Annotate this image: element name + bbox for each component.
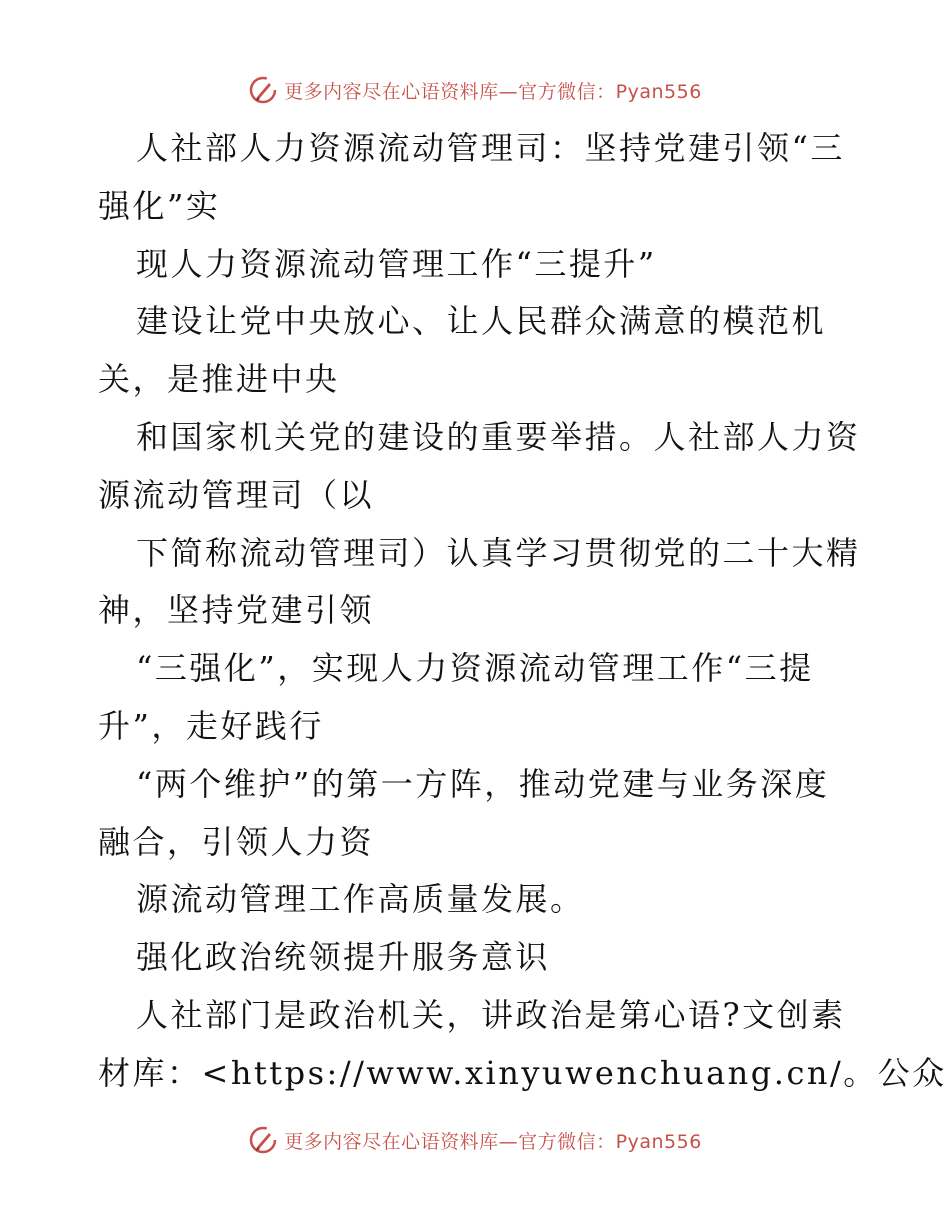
text-line: 升”，走好践行 [98, 706, 324, 745]
text-line: 源流动管理工作高质量发展。 [136, 880, 585, 919]
text-line: 神，坚持党建引领 [98, 591, 375, 630]
footer-watermark [0, 1120, 950, 1160]
text-line: “三强化”，实现人力资源流动管理工作“三提 [136, 649, 814, 688]
text-line: 关，是推进中央 [98, 360, 340, 399]
text-line: 人社部人力资源流动管理司：坚持党建引领“三 [136, 129, 845, 167]
text-line: 融合，引领人力资 [98, 822, 375, 861]
text-line: 强化”实 [98, 186, 221, 225]
text-line: 现人力资源流动管理工作“三提升” [136, 244, 657, 283]
text-line: “两个维护”的第一方阵，推动党建与业务深度 [136, 764, 830, 803]
document-body [98, 120, 947, 1103]
watermark-text: 更多内容尽在心语资料库—官方微信：Pyan556 [284, 1130, 702, 1153]
quill-logo-icon [248, 1125, 278, 1155]
watermark-text: 更多内容尽在心语资料库—官方微信：Pyan556 [284, 80, 702, 103]
section-heading: 强化政治统领提升服务意识 [136, 938, 551, 977]
text-line: 和国家机关党的建设的重要举措。人社部人力资 [136, 417, 861, 456]
text-line: 建设让党中央放心、让人民群众满意的模范机 [136, 302, 827, 341]
text-line: 源流动管理司（以 [98, 475, 375, 514]
text-line: 人社部门是政治机关，讲政治是第心语?文创素 [136, 995, 846, 1034]
text-line: 下简称流动管理司）认真学习贯彻党的二十大精 [136, 533, 861, 572]
quill-logo-icon [248, 75, 278, 105]
header-watermark [0, 70, 950, 110]
text-line: 材库：<https://www.xinyuwenchuang.cn/。公众 [98, 1053, 947, 1092]
